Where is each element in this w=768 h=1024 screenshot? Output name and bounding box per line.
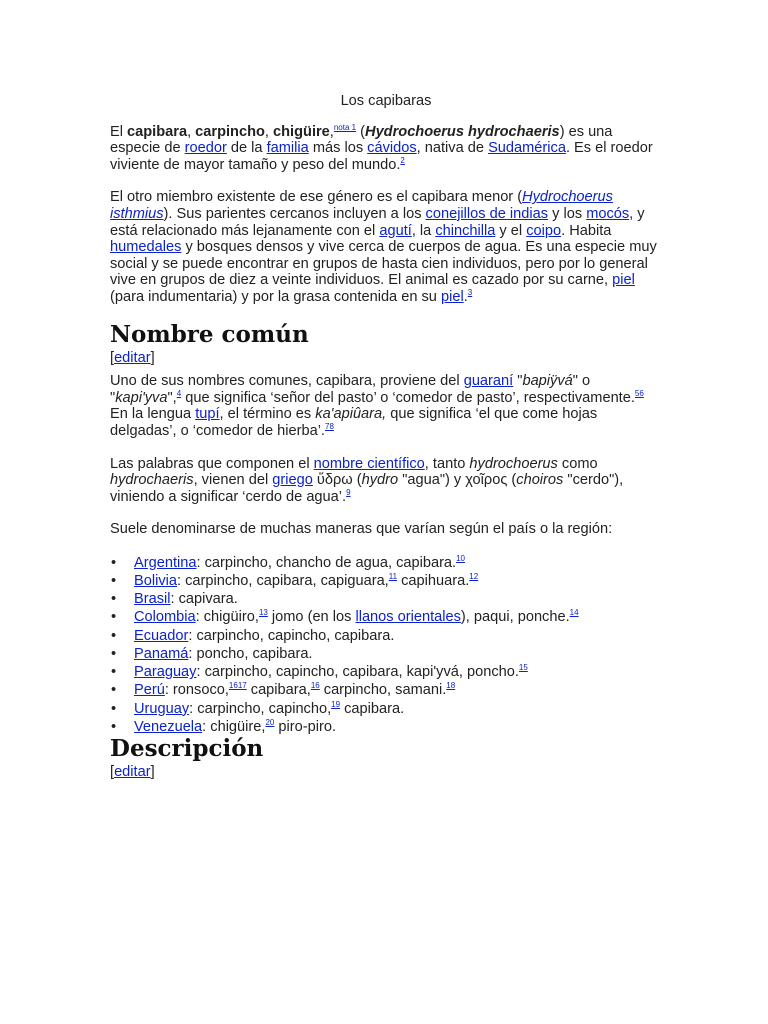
text: "	[513, 373, 523, 390]
text: ). Sus parientes cercanos incluyen a los	[163, 205, 426, 222]
reference-link[interactable]: 12	[469, 572, 479, 582]
link-country[interactable]: Colombia	[134, 609, 196, 626]
link-country[interactable]: Paraguay	[134, 664, 197, 681]
text: . Habita	[561, 222, 612, 239]
link-guarani[interactable]: guaraní	[463, 373, 514, 390]
text: : carpincho, capincho, capibara.	[188, 627, 395, 644]
link-piel[interactable]: piel	[612, 272, 635, 289]
link-cavidos[interactable]: cávidos	[367, 140, 417, 157]
bold-term: carpincho	[195, 123, 265, 140]
reference-link[interactable]: 4	[176, 388, 182, 398]
link-roedor[interactable]: roedor	[184, 140, 227, 157]
link-country[interactable]: Panamá	[134, 645, 189, 662]
article	[110, 93, 662, 781]
text: que significa ‘señor del pasto’ o ‘comedor de pasto’, respectivamente.	[181, 389, 635, 406]
link-humedales[interactable]: humedales	[110, 239, 182, 256]
reference-link[interactable]: 2	[400, 155, 405, 165]
italic-term: choiros	[516, 472, 564, 489]
reference-link[interactable]: 10	[456, 553, 466, 563]
text: El	[110, 123, 128, 140]
link-country[interactable]: Bolivia	[134, 573, 177, 590]
text: , tanto	[424, 455, 470, 472]
text: y los	[548, 205, 587, 222]
list-item	[134, 554, 662, 572]
reference-link[interactable]: 14	[569, 608, 579, 618]
reference-link[interactable]: 78	[325, 421, 334, 431]
regional-names-intro: Suele denominarse de muchas maneras que varían según el país o la región:	[110, 521, 613, 538]
italic-term: hydrochaeris	[110, 472, 194, 489]
link-nombre-cientifico[interactable]: nombre científico	[313, 455, 425, 472]
relatives-paragraph	[110, 189, 662, 305]
italic-term: hydrochoerus	[469, 455, 558, 472]
reference-link[interactable]: 13	[258, 608, 268, 618]
list-item	[134, 718, 662, 736]
italic-term: bapiÿvá	[522, 373, 573, 390]
link-conejillos[interactable]: conejillos de indias	[425, 205, 549, 222]
link-familia[interactable]: familia	[266, 140, 309, 157]
text: : carpincho, capincho,	[189, 700, 332, 717]
text: El otro miembro existente de ese género es el capibara menor (	[110, 189, 523, 206]
text: capibara,	[246, 682, 311, 699]
list-item	[134, 572, 662, 590]
text: : carpincho, chancho de agua, capibara.	[196, 554, 457, 571]
edit-link[interactable]: editar	[114, 349, 151, 366]
text: .	[463, 288, 468, 305]
list-item	[134, 645, 662, 663]
list-item	[134, 608, 662, 626]
italic-term: kapi'yva	[115, 389, 168, 406]
list-item	[134, 700, 662, 718]
text: ,	[187, 123, 196, 140]
text: " o "	[110, 373, 591, 406]
text: carpincho, samani.	[319, 682, 447, 699]
list-item	[134, 663, 662, 681]
edit-section: [editar]	[110, 763, 155, 780]
link-tupi[interactable]: tupí	[195, 406, 220, 423]
reference-link[interactable]: 9	[346, 487, 351, 497]
text: : capivara.	[170, 591, 238, 608]
bold-term: capibara	[127, 123, 188, 140]
text: : chigüiro,	[195, 609, 259, 626]
link-aguti[interactable]: agutí	[379, 222, 412, 239]
text: (para indumentaria) y por la grasa contenida en su	[110, 288, 441, 305]
edit-link[interactable]: editar	[114, 763, 151, 780]
intro-paragraph	[110, 124, 662, 174]
text: , vienen del	[193, 472, 273, 489]
text: jomo (en los	[267, 609, 356, 626]
reference-link[interactable]: 1617	[228, 681, 247, 691]
text: , la	[411, 222, 436, 239]
text: ), paqui, ponche.	[460, 609, 570, 626]
reference-link[interactable]: 11	[388, 572, 398, 582]
text: y el	[495, 222, 527, 239]
scientific-name-paragraph	[110, 456, 662, 506]
list-item	[134, 627, 662, 645]
text: ,	[264, 123, 274, 140]
text: capihuara.	[397, 573, 470, 590]
italic-term: ka'apiûara,	[315, 406, 387, 423]
reference-link[interactable]: 19	[331, 699, 341, 709]
footnote-link[interactable]: nota 1	[333, 122, 357, 132]
italic-term: hydro	[361, 472, 399, 489]
scientific-name: Hydrochoerus hydrochaeris	[365, 123, 560, 140]
section-heading-descripcion: Descripción	[110, 734, 264, 762]
link-mocos[interactable]: mocós	[586, 205, 630, 222]
link-griego[interactable]: griego	[272, 472, 313, 489]
link-chinchilla[interactable]: chinchilla	[435, 222, 496, 239]
text: ὕδρω (	[312, 472, 362, 489]
link-country[interactable]: Venezuela	[134, 718, 203, 735]
text: : carpincho, capibara, capiguara,	[177, 573, 389, 590]
text: Uno de sus nombres comunes, capibara, proviene del	[110, 373, 464, 390]
etymology-paragraph	[110, 373, 662, 439]
text: "cerdo"), viniendo a significar ‘cerdo de agua’.	[110, 472, 624, 505]
text: En la lengua	[110, 406, 196, 423]
text: y bosques densos y vive cerca de cuerpos de agua. Es una especie muy social y se puede encontrar en grupos de hasta cien individuos, pero por lo general vive en grupos de diez a veinte individuos. El animal es cazado por su carne,	[110, 239, 657, 289]
link-isthmius[interactable]: Hydrochoerus isthmius	[110, 189, 613, 222]
link-llanos-orientales[interactable]: llanos orientales	[355, 609, 461, 626]
text: ,	[329, 123, 334, 140]
reference-link[interactable]: 20	[265, 717, 275, 727]
text: piro-piro.	[274, 718, 336, 735]
link-country[interactable]: Argentina	[134, 554, 197, 571]
page-title: Los capibaras	[340, 93, 432, 109]
list-item	[134, 681, 662, 699]
reference-link[interactable]: 16	[310, 681, 320, 691]
text: de la	[226, 140, 267, 157]
text: ",	[167, 389, 177, 406]
text: (	[356, 123, 366, 140]
list-item	[134, 590, 662, 608]
link-country[interactable]: Uruguay	[134, 700, 190, 717]
text: : ronsoco,	[164, 682, 229, 699]
text: , y está relacionado más lejanamente con el	[110, 205, 645, 239]
text: ) es una especie de	[110, 123, 613, 157]
text: Las palabras que componen el	[110, 455, 314, 472]
text: : poncho, capibara.	[188, 645, 313, 662]
reference-link[interactable]: 15	[518, 663, 528, 673]
link-country[interactable]: Ecuador	[134, 627, 189, 644]
text: como	[557, 455, 598, 472]
text: capibara.	[340, 700, 405, 717]
regional-names-list	[110, 554, 662, 736]
text: : chigüire,	[202, 718, 266, 735]
text: . Es el roedor viviente de mayor tamaño y peso del mundo.	[110, 140, 653, 173]
text: : carpincho, capincho, capibara, kapi'yvá, poncho.	[196, 664, 519, 681]
text: más los	[308, 140, 368, 157]
text: , el término es	[219, 406, 316, 423]
section-heading-nombre-comun: Nombre común	[110, 320, 309, 348]
edit-section: [editar]	[110, 349, 155, 366]
reference-link[interactable]: 18	[446, 681, 456, 691]
link-country[interactable]: Perú	[134, 682, 165, 699]
reference-link[interactable]: 3	[467, 287, 473, 297]
text: "agua") y χοῖρος (	[398, 472, 517, 489]
link-coipo[interactable]: coipo	[526, 222, 562, 239]
bold-term: chigüire	[273, 123, 330, 140]
link-sudamerica[interactable]: Sudamérica	[488, 140, 566, 157]
link-country[interactable]: Brasil	[134, 591, 171, 608]
text: , nativa de	[416, 140, 489, 157]
text: que significa ‘el que come hojas delgadas’, o ‘comedor de hierba’.	[110, 406, 598, 439]
reference-link[interactable]: 56	[634, 388, 644, 398]
link-piel[interactable]: piel	[440, 288, 464, 305]
